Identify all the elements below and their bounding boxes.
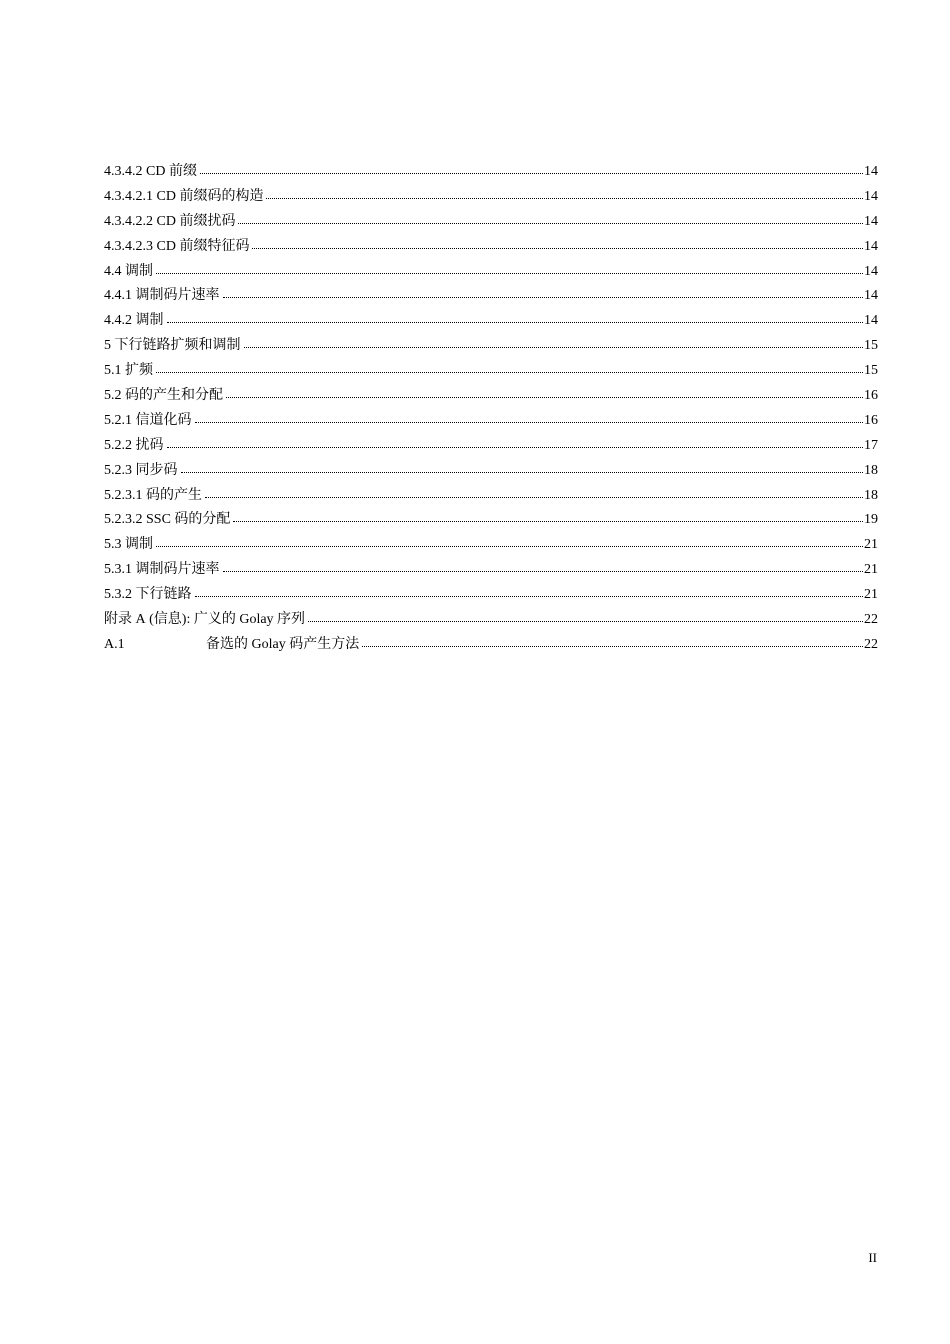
- toc-entry-label: [104, 409, 192, 434]
- dot-leader: [233, 511, 863, 523]
- toc-entry-page: 22: [864, 612, 878, 628]
- toc-entry-page: 19: [864, 512, 878, 528]
- toc-entry-title: 码的产生: [146, 487, 202, 503]
- toc-entry-label: [104, 284, 220, 309]
- dot-leader: [308, 611, 863, 623]
- toc-entry[interactable]: [104, 484, 878, 509]
- toc-entry[interactable]: [104, 309, 878, 334]
- toc-entry-page: 16: [864, 388, 878, 404]
- toc-entry-label: [104, 508, 230, 533]
- toc-entry-label: [104, 558, 220, 583]
- toc-entry-page: 22: [864, 636, 878, 652]
- toc-entry-number: 5.2.1: [104, 412, 132, 428]
- dot-leader: [252, 238, 863, 250]
- toc-entry-title: 下行链路扩频和调制: [114, 338, 241, 354]
- dot-leader: [167, 312, 864, 324]
- toc-entry-title: 备选的 Golay 码产生方法: [206, 636, 360, 652]
- toc-entry-number: 4.4.1: [104, 288, 132, 304]
- toc-entry-label: [104, 210, 235, 235]
- toc-entry-page: 17: [864, 437, 878, 453]
- toc-entry[interactable]: [104, 608, 878, 633]
- toc-entry-number: 5.3.1: [104, 562, 132, 578]
- toc-entry-number: 4.3.4.2: [104, 164, 143, 179]
- table-of-contents: [104, 160, 878, 658]
- toc-entry-title: 扩频: [125, 363, 153, 379]
- toc-entry-title: (信息): 广义的 Golay 序列: [149, 612, 306, 628]
- toc-entry-number: A.1: [104, 636, 125, 652]
- toc-entry-title: 调制: [135, 313, 164, 329]
- toc-entry-number: 附录 A: [104, 612, 146, 628]
- toc-entry-number: 5.2.2: [104, 437, 132, 453]
- toc-entry-number: 5.2.3.2: [104, 512, 143, 528]
- toc-entry-title: 调制码片速率: [135, 288, 220, 304]
- dot-leader: [156, 362, 863, 374]
- toc-entry-title: CD 前缀: [146, 164, 197, 179]
- toc-entry[interactable]: [104, 459, 878, 484]
- toc-entry[interactable]: [104, 260, 878, 285]
- toc-entry-number: 4.3.4.2.1: [104, 188, 153, 204]
- toc-entry[interactable]: [104, 434, 878, 459]
- toc-entry[interactable]: [104, 359, 878, 384]
- toc-entry-label: [104, 583, 192, 608]
- toc-entry-page: 15: [864, 363, 878, 379]
- toc-entry[interactable]: [104, 633, 878, 658]
- toc-entry-label: [104, 160, 197, 185]
- toc-entry-number: 4.3.4.2.2: [104, 213, 153, 229]
- toc-entry-label: [104, 260, 153, 285]
- toc-entry-page: 15: [864, 338, 878, 354]
- toc-entry-title: 扰码: [135, 437, 164, 453]
- toc-entry-label: [104, 608, 305, 633]
- toc-entry-label: [104, 334, 241, 359]
- toc-entry-number: 5.1: [104, 363, 122, 379]
- toc-entry[interactable]: [104, 235, 878, 260]
- toc-entry-page: 18: [864, 462, 878, 478]
- dot-leader: [195, 412, 864, 424]
- page-number: II: [868, 1250, 877, 1265]
- toc-entry-page: 14: [864, 263, 878, 279]
- toc-entry-label: [104, 384, 223, 409]
- toc-entry-number: 4.4: [104, 263, 122, 279]
- toc-entry-label: [104, 359, 153, 384]
- toc-entry-label: [104, 185, 263, 210]
- toc-entry[interactable]: [104, 583, 878, 608]
- toc-entry-page: 21: [864, 587, 878, 603]
- toc-entry-title: 调制码片速率: [135, 562, 220, 578]
- toc-entry-number: 5: [104, 338, 111, 354]
- toc-entry-label: [104, 459, 178, 484]
- toc-entry-page: 14: [864, 288, 878, 304]
- toc-entry-label: [104, 309, 164, 334]
- toc-entry-title: 调制: [125, 263, 153, 279]
- toc-entry-page: 14: [864, 164, 878, 179]
- toc-entry[interactable]: [104, 210, 878, 235]
- toc-entry-title: CD 前缀扰码: [156, 213, 236, 229]
- dot-leader: [200, 163, 863, 175]
- dot-leader: [205, 487, 863, 499]
- toc-entry-label: [104, 235, 249, 260]
- toc-entry-title: CD 前缀码的构造: [156, 188, 264, 204]
- dot-leader: [181, 462, 864, 474]
- toc-entry-number: 5.3: [104, 537, 122, 553]
- toc-entry-number: 5.2.3.1: [104, 487, 143, 503]
- toc-entry[interactable]: [104, 508, 878, 533]
- dot-leader: [195, 586, 864, 598]
- toc-entry-label: [104, 484, 202, 509]
- toc-entry[interactable]: [104, 160, 878, 185]
- dot-leader: [156, 263, 863, 275]
- toc-entry[interactable]: [104, 384, 878, 409]
- dot-leader: [244, 337, 864, 349]
- toc-entry-number: 4.3.4.2.3: [104, 238, 153, 254]
- toc-entry-number: 5.2: [104, 388, 122, 404]
- dot-leader: [266, 188, 863, 200]
- toc-entry-title: SSC 码的分配: [146, 512, 231, 528]
- toc-entry-number: 4.4.2: [104, 313, 132, 329]
- toc-entry-title: 信道化码: [135, 412, 192, 428]
- toc-entry-title: CD 前缀特征码: [156, 238, 250, 254]
- toc-entry-page: 14: [864, 238, 878, 254]
- toc-entry-title: 同步码: [135, 462, 178, 478]
- toc-entry[interactable]: [104, 409, 878, 434]
- dot-leader: [223, 561, 864, 573]
- toc-entry-label: [104, 533, 153, 558]
- dot-leader: [156, 536, 863, 548]
- toc-entry[interactable]: [104, 284, 878, 309]
- toc-entry-number: 5.3.2: [104, 587, 132, 603]
- toc-entry[interactable]: [104, 185, 878, 210]
- toc-entry[interactable]: [104, 334, 878, 359]
- toc-entry-page: 14: [864, 213, 878, 229]
- toc-entry-title: 码的产生和分配: [125, 388, 223, 404]
- dot-leader: [223, 287, 864, 299]
- toc-entry-number: 5.2.3: [104, 462, 132, 478]
- toc-entry-label: [104, 434, 164, 459]
- toc-entry[interactable]: [104, 533, 878, 558]
- dot-leader: [167, 437, 864, 449]
- toc-entry-page: 14: [864, 313, 878, 329]
- toc-entry-page: 18: [864, 487, 878, 503]
- toc-entry-title: 调制: [125, 537, 153, 553]
- toc-entry-page: 21: [864, 562, 878, 578]
- dot-leader: [226, 387, 863, 399]
- dot-leader: [238, 213, 863, 225]
- toc-entry-page: 21: [864, 537, 878, 553]
- toc-entry-title: 下行链路: [135, 587, 192, 603]
- dot-leader: [362, 636, 863, 648]
- toc-entry[interactable]: [104, 558, 878, 583]
- toc-entry-page: 14: [864, 188, 878, 204]
- toc-entry-label: [104, 633, 359, 658]
- toc-entry-page: 16: [864, 412, 878, 428]
